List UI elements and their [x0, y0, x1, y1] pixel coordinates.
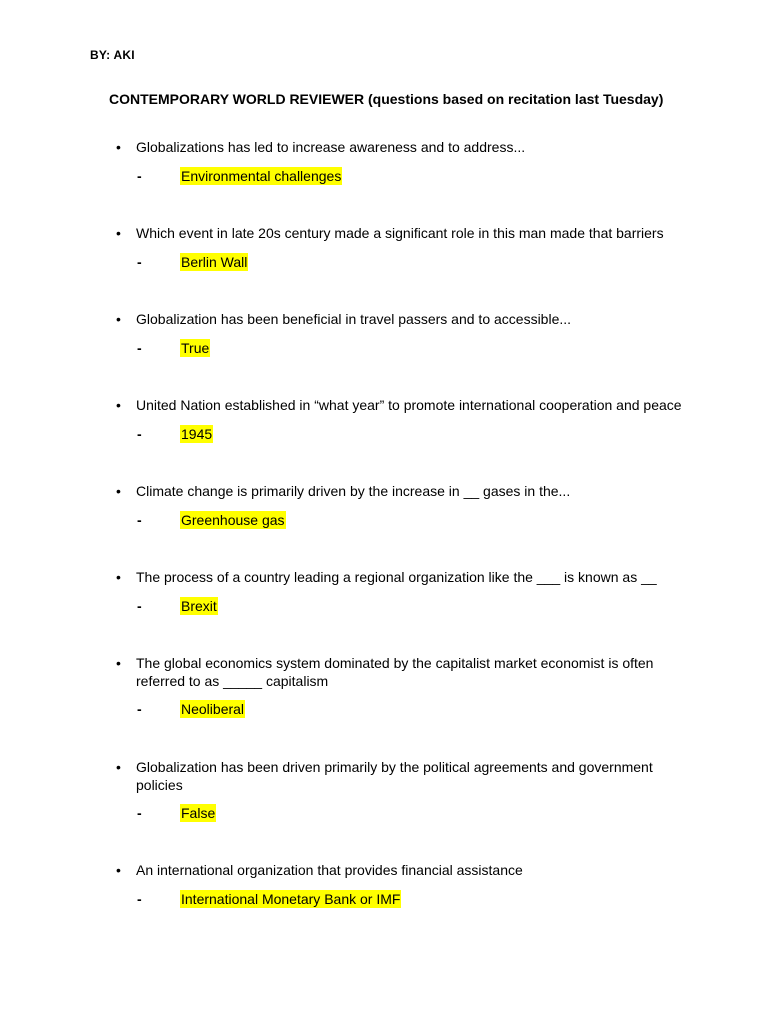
- question-text: Globalizations has led to increase awareness and to address...: [136, 139, 526, 155]
- bullet-icon: •: [116, 397, 121, 413]
- answer-highlight: Berlin Wall: [181, 254, 248, 270]
- answer-dash: -: [137, 512, 142, 528]
- answer-highlight: False: [181, 805, 216, 821]
- bullet-icon: •: [116, 862, 121, 878]
- document-title: CONTEMPORARY WORLD REVIEWER (questions based on recitation last Tuesday): [109, 91, 664, 107]
- answer-dash: -: [137, 701, 142, 717]
- question-text: United Nation established in “what year” to promote international cooperation and peace: [136, 397, 682, 413]
- question-text: An international organization that provides financial assistance: [136, 862, 523, 878]
- answer-dash: -: [137, 891, 142, 907]
- bullet-icon: •: [116, 569, 121, 585]
- answer-dash: -: [137, 805, 142, 821]
- answer-highlight: Brexit: [181, 598, 217, 614]
- question-text: Globalization has been beneficial in travel passers and to accessible...: [136, 311, 572, 327]
- question-text: Globalization has been driven primarily by the political agreements and government policies: [136, 759, 653, 793]
- author-line: BY: AKI: [90, 48, 135, 62]
- bullet-icon: •: [116, 311, 121, 327]
- answer-highlight: International Monetary Bank or IMF: [181, 891, 401, 907]
- question-text: Which event in late 20s century made a significant role in this man made that barriers: [136, 225, 664, 241]
- answer-dash: -: [137, 254, 142, 270]
- question-text: Climate change is primarily driven by the increase in __ gases in the...: [136, 483, 571, 499]
- answer-highlight: True: [181, 340, 210, 356]
- bullet-icon: •: [116, 139, 121, 155]
- bullet-icon: •: [116, 225, 121, 241]
- answer-highlight: 1945: [181, 426, 213, 442]
- answer-dash: -: [137, 598, 142, 614]
- answer-highlight: Environmental challenges: [181, 168, 342, 184]
- answer-highlight: Greenhouse gas: [181, 512, 285, 528]
- question-text: The process of a country leading a regional organization like the ___ is known as __: [136, 569, 657, 585]
- bullet-icon: •: [116, 655, 121, 671]
- bullet-icon: •: [116, 759, 121, 775]
- question-text: The global economics system dominated by the capitalist market economist is often referred to as _____ capitalism: [136, 655, 654, 689]
- answer-dash: -: [137, 340, 142, 356]
- bullet-icon: •: [116, 483, 121, 499]
- answer-highlight: Neoliberal: [181, 701, 245, 717]
- answer-dash: -: [137, 168, 142, 184]
- answer-dash: -: [137, 426, 142, 442]
